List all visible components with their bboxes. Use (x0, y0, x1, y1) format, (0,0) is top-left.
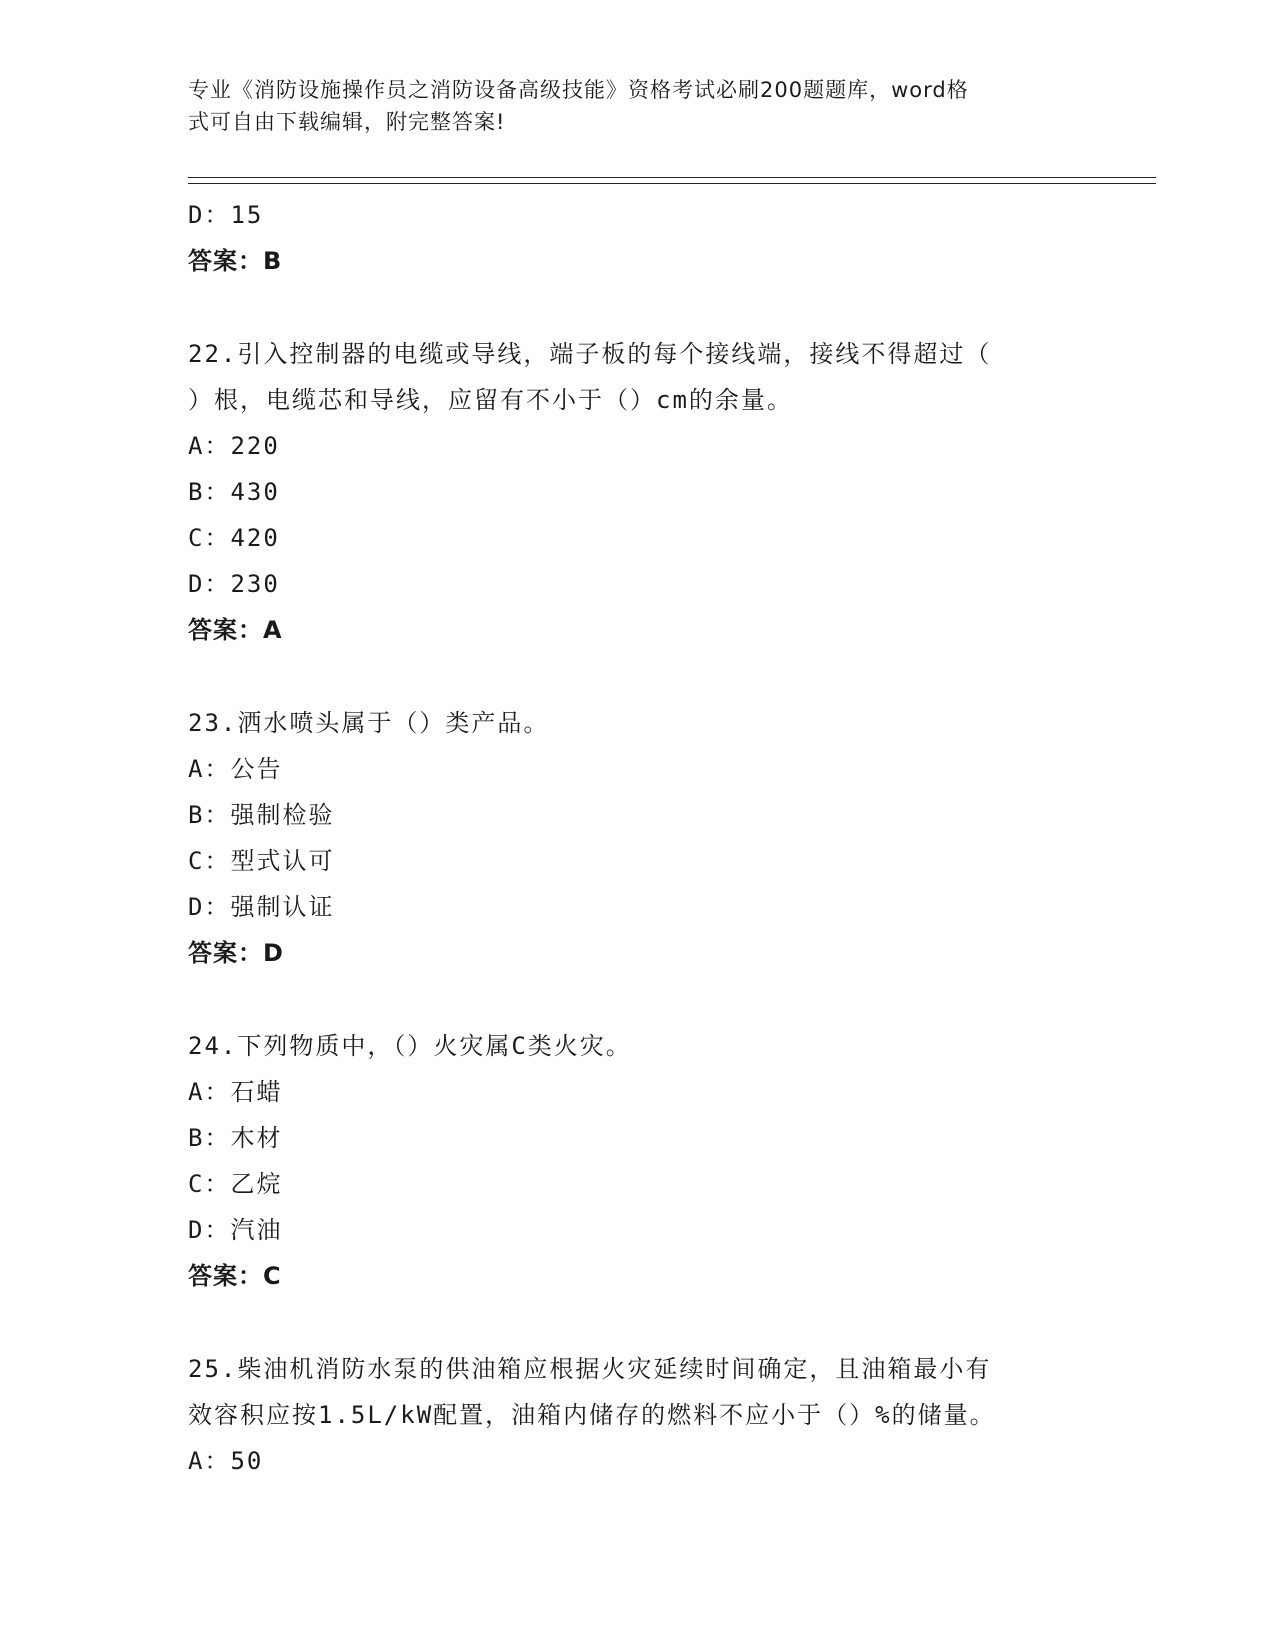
header-line-1: 专业《消防设施操作员之消防设备高级技能》资格考试必刷200题题库，word格 (188, 78, 969, 102)
option-b: B：强制检验 (188, 801, 335, 829)
page-header (188, 74, 1068, 138)
question-22 (188, 331, 1088, 653)
answer-line: 答案：C (188, 1262, 282, 1290)
question-stem-line: 效容积应按1.5L/kW配置，油箱内储存的燃料不应小于（）%的储量。 (188, 1401, 996, 1429)
answer-line: 答案：B (188, 247, 283, 275)
option-a: A：50 (188, 1447, 264, 1475)
question-stem-line: 25.柴油机消防水泵的供油箱应根据火灾延续时间确定，且油箱最小有 (188, 1355, 992, 1383)
question-stem-line: ）根，电缆芯和导线，应留有不小于（）cm的余量。 (188, 386, 793, 414)
answer-line: 答案：A (188, 616, 283, 644)
option-b: B：430 (188, 478, 280, 506)
option-c: C：乙烷 (188, 1170, 283, 1198)
option-d: D：汽油 (188, 1216, 283, 1244)
option-d: D：15 (188, 201, 264, 229)
option-c: C：420 (188, 524, 280, 552)
question-24 (188, 1023, 1088, 1299)
question-stem-line: 24.下列物质中，（）火灾属C类火灾。 (188, 1032, 632, 1060)
option-d: D：强制认证 (188, 893, 335, 921)
answer-line: 答案：D (188, 939, 284, 967)
option-a: A：220 (188, 432, 280, 460)
question-stem-line: 23.洒水喷头属于（）类产品。 (188, 709, 550, 737)
header-line-2: 式可自由下载编辑，附完整答案! (188, 110, 506, 134)
spacer (188, 653, 1088, 700)
option-c: C：型式认可 (188, 847, 335, 875)
question-21-tail (188, 192, 1088, 284)
option-a: A：石蜡 (188, 1078, 283, 1106)
question-23 (188, 700, 1088, 976)
question-25 (188, 1346, 1088, 1484)
question-list (188, 192, 1088, 1484)
spacer (188, 1299, 1088, 1346)
header-divider-bottom (188, 183, 1156, 184)
option-a: A：公告 (188, 755, 283, 783)
question-stem-line: 22.引入控制器的电缆或导线，端子板的每个接线端，接线不得超过（ (188, 340, 992, 368)
spacer (188, 976, 1088, 1023)
spacer (188, 284, 1088, 331)
header-divider-top (188, 177, 1156, 178)
option-d: D：230 (188, 570, 280, 598)
option-b: B：木材 (188, 1124, 283, 1152)
